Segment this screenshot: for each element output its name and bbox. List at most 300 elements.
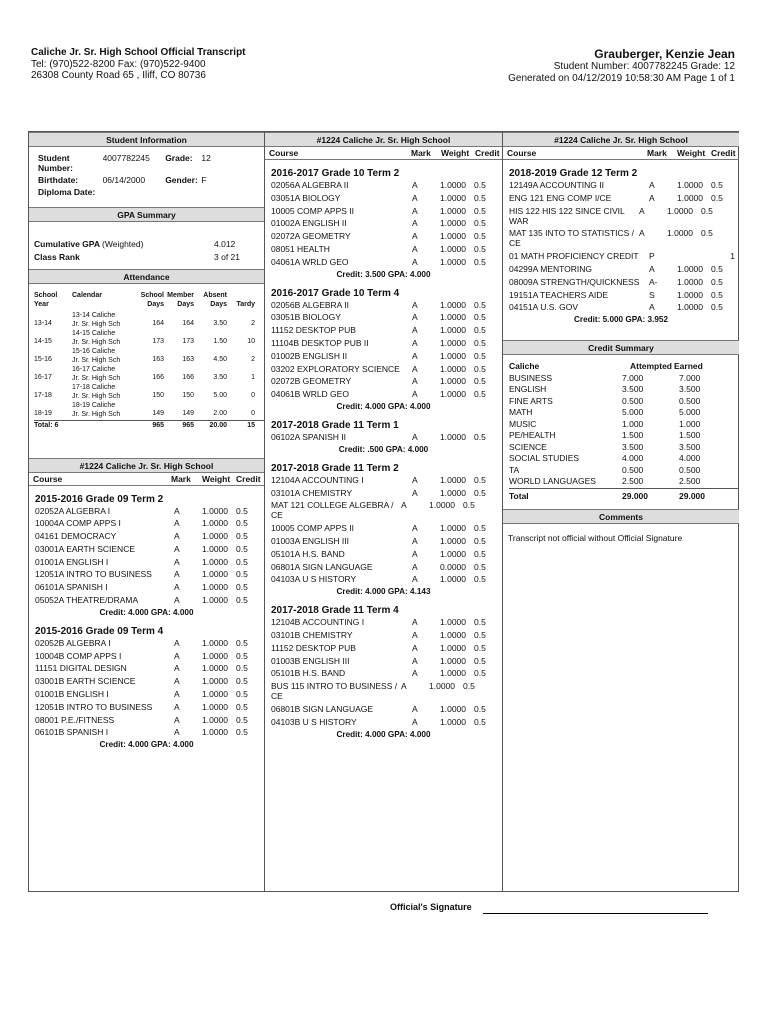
course-name: 01 MATH PROFICIENCY CREDIT [509, 251, 639, 262]
course-name: 02052A ALGEBRA I [35, 505, 111, 516]
course-mark: A [174, 701, 180, 712]
cs-total-attempted: 29.000 [622, 490, 648, 501]
course-row [265, 617, 502, 627]
course-credit: 0.5 [236, 569, 248, 580]
course-mark: A [412, 523, 418, 534]
gpa-summary [29, 239, 264, 262]
att-calendar [72, 402, 134, 419]
course-credit: 1 [730, 251, 735, 262]
weight-header: Weight [677, 148, 706, 158]
class-rank-label: Class Rank [34, 251, 80, 262]
course-weight: 1.0000 [667, 228, 693, 239]
course-weight: 1.0000 [440, 312, 466, 323]
course-credit: 0.5 [474, 487, 486, 498]
att-total-label: Total: 6 [34, 422, 59, 429]
course-mark: A [412, 617, 418, 628]
course-credit: 0.5 [236, 727, 248, 738]
course-mark: A [412, 337, 418, 348]
course-weight: 1.0000 [440, 655, 466, 666]
course-credit: 0.5 [474, 668, 486, 679]
column-header-c2 [265, 147, 502, 160]
course-row [265, 364, 502, 374]
student-number-line: Student Number: 4007782245 Grade: 12 [553, 61, 735, 72]
course-name: 03101A CHEMISTRY [271, 487, 353, 498]
course-mark: A [174, 531, 180, 542]
course-weight: 1.0000 [440, 548, 466, 559]
att-absent: 2.00 [213, 410, 227, 417]
course-name: 05052A THEATRE/DRAMA [35, 595, 139, 606]
course-credit: 0.5 [463, 500, 475, 511]
course-mark: A [412, 716, 418, 727]
course-mark: A [174, 689, 180, 700]
course-name: 03051B BIOLOGY [271, 312, 341, 323]
course-row [265, 523, 502, 533]
course-weight: 1.0000 [440, 523, 466, 534]
course-row [265, 193, 502, 203]
course-credit: 0.5 [236, 518, 248, 529]
course-row [503, 277, 739, 287]
cs-subject: SCIENCE [509, 441, 547, 452]
course-name: 04103B U S HISTORY [271, 716, 357, 727]
course-credit: 0.5 [474, 642, 486, 653]
course-row [29, 702, 264, 712]
course-mark: A [412, 231, 418, 242]
course-row [29, 727, 264, 737]
course-name: 03202 EXPLORATORY SCIENCE [271, 363, 400, 374]
cs-attempted-label: Attempted [629, 361, 672, 372]
course-row [265, 351, 502, 361]
course-weight: 1.0000 [202, 505, 228, 516]
att-calendar [72, 348, 134, 365]
course-row [265, 312, 502, 322]
course-credit: 0.5 [236, 650, 248, 661]
course-mark: A [412, 655, 418, 666]
course-mark: A [174, 543, 180, 554]
cs-earned-label: Earned [674, 361, 703, 372]
att-h-year: School [34, 292, 58, 299]
course-name: 02056A ALGEBRA II [271, 180, 349, 190]
course-name: 12104A ACCOUNTING I [271, 474, 364, 485]
cs-earned: 1.000 [679, 418, 701, 429]
course-row [29, 663, 264, 673]
att-member: 150 [182, 392, 194, 399]
cs-subject: MATH [509, 407, 533, 418]
course-credit: 0.5 [701, 205, 713, 216]
att-calendar-line1: 15-16 Caliche [72, 348, 116, 355]
att-calendar [72, 312, 134, 329]
course-row [265, 338, 502, 348]
att-absent: 3.50 [213, 320, 227, 327]
course-row [503, 180, 739, 190]
term-block [503, 167, 739, 325]
course-name: 08001 P.E./FITNESS [35, 714, 115, 725]
att-year: 13-14 [34, 320, 52, 327]
course-weight: 1.0000 [440, 205, 466, 216]
course-name: 04103A U S HISTORY [271, 574, 357, 585]
course-weight: 1.0000 [440, 574, 466, 585]
course-row [265, 218, 502, 228]
course-mark: A [649, 180, 655, 190]
att-h-cal2 [72, 301, 134, 310]
course-name: 06102A SPANISH II [271, 431, 346, 442]
course-credit: 0.5 [236, 701, 248, 712]
course-name: 10005 COMP APPS II [271, 523, 354, 534]
course-credit: 0.5 [236, 582, 248, 593]
term-block [29, 625, 264, 750]
cs-earned: 0.500 [679, 395, 701, 406]
course-row [265, 389, 502, 399]
att-member: 163 [182, 356, 194, 363]
course-name: 08051 HEALTH [271, 243, 330, 254]
course-credit: 0.5 [474, 325, 486, 336]
course-row [29, 506, 264, 516]
attendance-row [34, 312, 264, 329]
course-row [265, 231, 502, 241]
course-weight: 1.0000 [202, 714, 228, 725]
course-credit: 0.5 [236, 637, 248, 648]
course-row [265, 562, 502, 572]
term-block [29, 493, 264, 618]
course-name: 01003A ENGLISH III [271, 535, 349, 546]
cs-earned: 3.500 [679, 441, 701, 452]
comments-heading: Comments [503, 509, 739, 524]
course-row [265, 180, 502, 190]
transcript-body [28, 131, 739, 892]
course-credit: 0.5 [711, 192, 723, 203]
course-row [503, 228, 739, 248]
course-credit: 0.5 [474, 474, 486, 485]
course-row [265, 704, 502, 714]
credit-summary-row [509, 396, 739, 407]
course-weight: 1.0000 [440, 642, 466, 653]
course-mark: A [412, 474, 418, 485]
term-title: 2016-2017 Grade 10 Term 4 [271, 287, 400, 299]
course-row [29, 676, 264, 686]
grade-label: Grade: [165, 153, 193, 163]
cs-subject: WORLD LANGUAGES [509, 476, 596, 487]
course-name: 01003B ENGLISH III [271, 655, 350, 666]
course-credit: 0.5 [474, 561, 486, 572]
course-weight: 1.0000 [440, 668, 466, 679]
att-calendar-line1: 16-17 Caliche [72, 366, 116, 373]
course-mark: A [412, 548, 418, 559]
course-mark: A [649, 263, 655, 274]
course-row [265, 630, 502, 640]
course-mark: A [412, 192, 418, 203]
student-info-heading: Student Information [29, 132, 264, 147]
course-mark: A [174, 518, 180, 529]
course-weight [677, 251, 711, 261]
course-credit: 0.5 [474, 192, 486, 203]
course-weight: 1.0000 [677, 289, 703, 300]
course-credit: 0.5 [474, 312, 486, 323]
course-name: 12149A ACCOUNTING II [509, 180, 604, 190]
term-credit-summary: Credit: .500 GPA: 4.000 [338, 444, 429, 454]
course-mark: A [412, 642, 418, 653]
course-credit: 0.5 [236, 714, 248, 725]
credit-summary [503, 361, 739, 501]
course-weight: 1.0000 [202, 531, 228, 542]
diploma-label: Diploma Date: [38, 187, 96, 197]
course-name: 04061B WRLD GEO [271, 389, 349, 400]
course-credit: 0.5 [711, 289, 723, 300]
att-h-blank [227, 292, 255, 301]
school-contact: Tel: (970)522-8200 Fax: (970)522-9400 [31, 58, 206, 70]
term-title: 2015-2016 Grade 09 Term 4 [35, 625, 164, 637]
credit-summary-row [509, 407, 739, 418]
term-title: 2018-2019 Grade 12 Term 2 [509, 168, 638, 179]
right-column [503, 132, 739, 891]
course-name: 02052B ALGEBRA I [35, 637, 111, 648]
course-credit: 0.5 [474, 231, 486, 242]
course-credit: 0.5 [474, 703, 486, 714]
course-credit: 0.5 [474, 299, 486, 310]
att-days: 149 [152, 410, 164, 417]
course-credit: 0.5 [236, 531, 248, 542]
course-name: 10004B COMP APPS I [35, 650, 122, 661]
course-row [265, 475, 502, 485]
course-name: ENG 121 ENG COMP I/CE [509, 192, 612, 203]
course-name: 01002B ENGLISH II [271, 350, 348, 361]
att-tardy: 0 [251, 392, 255, 399]
cum-gpa-qualifier: (Weighted) [102, 239, 144, 249]
att-calendar-line1: 18-19 Caliche [72, 402, 116, 409]
course-header: Course [33, 473, 63, 484]
course-weight: 1.0000 [202, 637, 228, 648]
course-header: Course [507, 148, 537, 158]
att-days: 150 [152, 392, 164, 399]
course-row [265, 257, 502, 267]
course-row [265, 376, 502, 386]
course-credit: 0.5 [711, 302, 723, 313]
course-weight: 1.0000 [440, 325, 466, 336]
cs-subject: MUSIC [509, 418, 537, 429]
course-credit: 0.5 [474, 376, 486, 387]
course-name: 04299A MENTORING [509, 263, 592, 274]
att-calendar-line2: Jr. Sr. High Sch [72, 392, 121, 400]
course-name: 08009A STRENGTH/QUICKNESS [509, 276, 640, 287]
course-weight: 1.0000 [202, 569, 228, 580]
student-number-label: Student Number: [38, 153, 73, 173]
credit-summary-row [509, 384, 739, 395]
course-name: 04161 DEMOCRACY [35, 531, 117, 542]
att-member: 173 [182, 338, 194, 345]
attendance-row [34, 348, 264, 365]
att-h-days2: Days [147, 300, 164, 308]
course-name: 12051B INTRO TO BUSINESS [35, 701, 153, 712]
signature-label: Official's Signature [390, 902, 472, 912]
att-year: 17-18 [34, 392, 52, 399]
course-name: MAT 135 INTO TO STATISTICS / CE [509, 228, 635, 249]
course-credit: 0.5 [474, 337, 486, 348]
course-name: 06801B SIGN LANGUAGE [271, 703, 374, 714]
mark-header: Mark [411, 148, 431, 158]
cs-school: Caliche [509, 361, 540, 372]
course-row [265, 432, 502, 442]
cs-attempted: 3.500 [622, 384, 644, 395]
course-name: 03051A BIOLOGY [271, 192, 341, 203]
course-mark: A [401, 500, 407, 511]
course-mark: A [412, 535, 418, 546]
course-mark: A [412, 561, 418, 572]
credit-summary-header [509, 361, 739, 372]
course-weight: 1.0000 [202, 518, 228, 529]
course-credit: 0.5 [474, 205, 486, 216]
course-name: 12051A INTRO TO BUSINESS [35, 569, 152, 580]
att-h-days: School [140, 292, 164, 299]
course-weight: 1.0000 [440, 180, 466, 190]
att-tardy: 10 [247, 338, 255, 345]
term-title: 2017-2018 Grade 11 Term 1 [271, 419, 399, 431]
course-mark: A [412, 299, 418, 310]
cs-subject: ENGLISH [509, 384, 547, 395]
course-weight: 1.0000 [440, 218, 466, 229]
course-weight: 1.0000 [202, 543, 228, 554]
course-weight: 1.0000 [440, 431, 466, 442]
course-weight: 1.0000 [440, 389, 466, 400]
term-block [265, 462, 502, 597]
course-name: 02056B ALGEBRA II [271, 299, 349, 310]
course-name: HIS 122 HIS 122 SINCE CIVIL WAR [509, 205, 625, 226]
term-credit-summary: Credit: 4.000 GPA: 4.000 [99, 740, 194, 750]
term-block [265, 287, 502, 412]
course-row [29, 638, 264, 648]
birthdate-value: 06/14/2000 [102, 175, 146, 185]
term-title: 2017-2018 Grade 11 Term 4 [271, 605, 399, 617]
course-weight: 1.0000 [440, 350, 466, 361]
course-row [503, 264, 739, 274]
attendance-total-row [34, 420, 264, 431]
cs-earned: 2.500 [679, 476, 701, 487]
attendance-header-row [34, 292, 264, 301]
course-weight: 1.0000 [677, 276, 703, 287]
school-heading-c1: #1224 Caliche Jr. Sr. High School [29, 458, 264, 473]
course-row [265, 500, 502, 520]
course-name: 05101A H.S. BAND [271, 548, 345, 559]
credit-header: Credit [711, 148, 736, 158]
credit-summary-row [509, 476, 739, 487]
att-h-mem2: Days [177, 300, 194, 308]
mark-header: Mark [171, 473, 191, 484]
course-weight: 0.0000 [440, 561, 466, 572]
course-weight: 1.0000 [202, 595, 228, 606]
att-absent: 4.50 [213, 356, 227, 363]
credit-header: Credit [236, 473, 261, 484]
mark-header: Mark [647, 148, 667, 158]
att-calendar-line2: Jr. Sr. High Sch [72, 320, 121, 328]
course-credit: 0.5 [474, 574, 486, 585]
att-total-tardy: 15 [247, 422, 255, 429]
course-weight: 1.0000 [202, 556, 228, 567]
att-tardy: 0 [251, 410, 255, 417]
course-mark: A [412, 703, 418, 714]
course-row [265, 300, 502, 310]
course-mark: P [649, 251, 655, 262]
course-row [29, 595, 264, 605]
course-weight: 1.0000 [202, 650, 228, 661]
att-h-cal: Calendar [72, 292, 102, 299]
course-row [29, 689, 264, 699]
course-mark: A [174, 582, 180, 593]
cs-attempted: 2.500 [622, 476, 644, 487]
att-member: 166 [182, 374, 194, 381]
course-mark: A [174, 714, 180, 725]
course-weight: 1.0000 [440, 716, 466, 727]
course-credit: 0.5 [236, 676, 248, 687]
student-number-value: 4007782245 [102, 153, 150, 163]
course-mark: A [174, 650, 180, 661]
cs-earned: 5.000 [679, 407, 701, 418]
course-weight: 1.0000 [440, 474, 466, 485]
att-calendar-line2: Jr. Sr. High Sch [72, 374, 121, 382]
course-row [29, 531, 264, 541]
gender-value: F [201, 175, 207, 185]
course-weight: 1.0000 [677, 180, 703, 190]
course-weight: 1.0000 [202, 676, 228, 687]
att-calendar [72, 330, 134, 347]
course-row [29, 651, 264, 661]
term-credit-summary: Credit: 4.000 GPA: 4.000 [336, 401, 431, 411]
birthdate-label: Birthdate: [38, 175, 79, 185]
school-header [31, 47, 246, 82]
course-mark: A [412, 629, 418, 640]
course-credit: 0.5 [474, 655, 486, 666]
att-h-abs: Absent [203, 292, 227, 299]
course-weight: 1.0000 [667, 205, 693, 216]
att-total-days: 965 [152, 422, 164, 429]
student-info [29, 147, 264, 197]
course-mark: A [412, 363, 418, 374]
course-row [29, 544, 264, 554]
course-credit: 0.5 [474, 523, 486, 534]
course-name: 03001B EARTH SCIENCE [35, 676, 136, 687]
course-name: 11152 DESKTOP PUB [271, 642, 356, 653]
course-credit: 0.5 [474, 431, 486, 442]
att-h-mem: Member [167, 292, 194, 299]
course-weight: 1.0000 [202, 582, 228, 593]
student-header [508, 47, 735, 84]
attendance-table [29, 292, 264, 431]
att-total-abs: 20.00 [209, 422, 227, 429]
att-tardy: 2 [251, 356, 255, 363]
course-mark: A [412, 325, 418, 336]
att-calendar-line2: Jr. Sr. High Sch [72, 410, 121, 418]
course-mark: A [412, 256, 418, 267]
term-credit-summary: Credit: 5.000 GPA: 3.952 [573, 315, 669, 325]
course-weight: 1.0000 [440, 629, 466, 640]
course-name: 11152 DESKTOP PUB [271, 325, 356, 336]
course-weight: 1.0000 [202, 701, 228, 712]
course-credit: 0.5 [236, 663, 248, 674]
course-row [265, 643, 502, 653]
cum-gpa-label: Cumulative GPA [34, 239, 100, 249]
course-credit: 0.5 [474, 535, 486, 546]
grade-value: 12 [201, 153, 211, 163]
cs-attempted: 3.500 [622, 441, 644, 452]
course-name: 04061A WRLD GEO [271, 256, 349, 267]
course-name: 06801A SIGN LANGUAGE [271, 561, 373, 572]
course-name: MAT 121 COLLEGE ALGEBRA / CE [271, 500, 394, 521]
course-mark: A [174, 637, 180, 648]
course-name: 03001A EARTH SCIENCE [35, 543, 135, 554]
course-row [503, 193, 739, 203]
course-weight: 1.0000 [440, 243, 466, 254]
course-weight: 1.0000 [440, 231, 466, 242]
course-mark: A [639, 228, 645, 239]
course-weight: 1.0000 [440, 337, 466, 348]
course-mark: A [412, 574, 418, 585]
gender-label: Gender: [165, 175, 198, 185]
